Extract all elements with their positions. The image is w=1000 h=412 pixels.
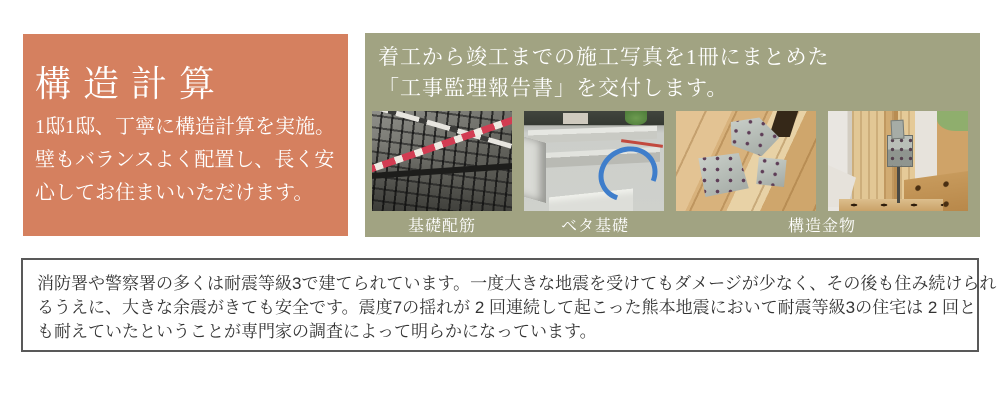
photo-detail [839, 199, 943, 211]
photo-detail [524, 135, 546, 203]
construction-photo-strip [372, 111, 968, 211]
heading-line: 着工から竣工までの施工写真を1冊にまとめた [378, 45, 830, 69]
panel-heading [378, 42, 830, 104]
photo-detail [887, 135, 913, 167]
photo-detail [753, 154, 789, 190]
photo-structural-hardware-post [828, 111, 968, 211]
photo-detail [897, 163, 900, 203]
photo-detail [372, 163, 512, 180]
photo-label-structural-hardware: 構造金物 [787, 218, 857, 235]
construction-report-panel [365, 33, 980, 237]
structural-calculation-panel [23, 34, 348, 236]
panel-body [35, 111, 335, 210]
panel-title: 構造計算 [35, 64, 228, 104]
body-line: 1邸1邸、丁寧に構造計算を実施。 [35, 116, 335, 138]
photo-label-foundation-rebar: 基礎配筋 [407, 218, 477, 235]
photo-slab-foundation [524, 111, 664, 211]
photo-detail [625, 111, 647, 125]
photo-structural-hardware-joint [676, 111, 816, 211]
body-line: 心してお住まいいただけます。 [35, 182, 314, 204]
photo-detail [563, 113, 588, 124]
photo-detail [891, 120, 905, 140]
note-line: 消防署や警察署の多くは耐震等級3で建てられています。一度大きな地震を受けてもダメージが少なく、その後も住み続けられ [37, 274, 997, 293]
photo-label-slab-foundation: ベタ基礎 [560, 218, 630, 235]
seismic-grade-note [21, 258, 997, 352]
note-line: るうえに、大きな余震がきても安全です。震度7の揺れが 2 回連続して起こった熊本地震において耐震等級3の住宅は 2 回と [37, 298, 977, 317]
photo-detail [937, 111, 968, 131]
heading-line: 「工事監理報告書」を交付します。 [378, 76, 729, 100]
note-line: も耐えていたということが専門家の調査によって明らかになっています。 [37, 322, 597, 341]
body-line: 壁もバランスよく配置し、長く安 [35, 149, 335, 171]
photo-detail [698, 153, 748, 197]
photo-foundation-rebar [372, 111, 512, 211]
